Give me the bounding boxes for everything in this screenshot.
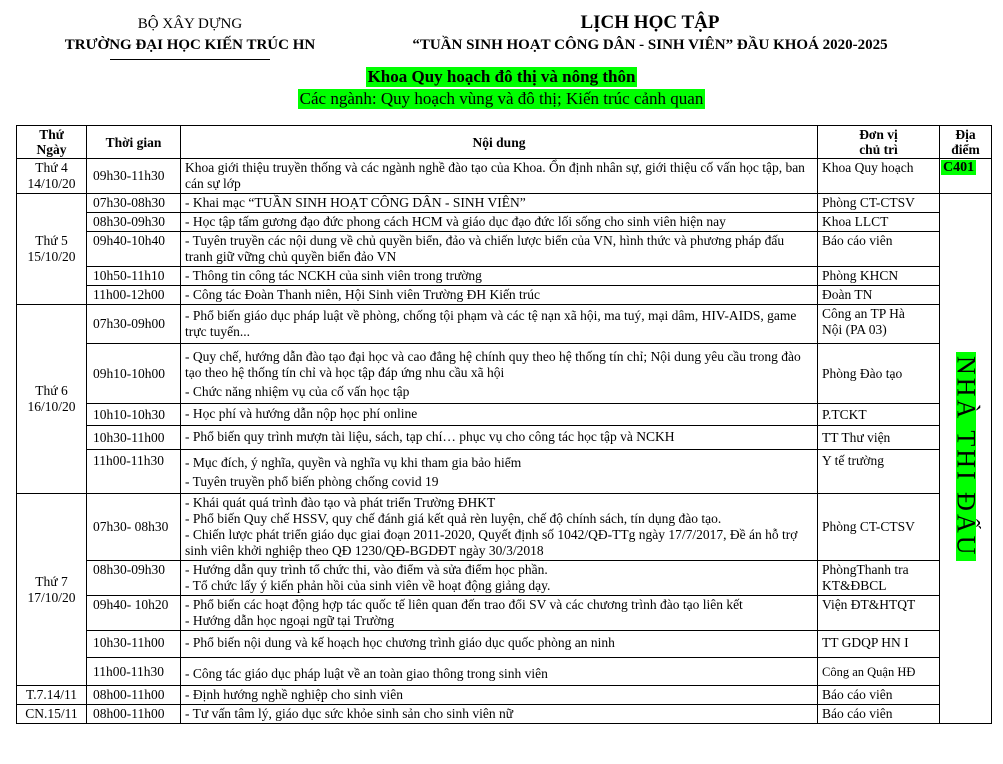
time-cell: 08h30-09h30: [87, 213, 181, 232]
column-header-day: Thứ Ngày: [17, 126, 87, 159]
unit-cell: Công an Quận HĐ: [818, 658, 940, 686]
unit-cell: Phòng Đào tạo: [818, 344, 940, 404]
unit-cell: Khoa Quy hoạch: [818, 159, 940, 194]
table-row: [17, 194, 992, 213]
unit-cell: Đoàn TN: [818, 286, 940, 305]
unit-cell: PhòngThanh tra KT&ĐBCL: [818, 561, 940, 596]
table-row: [17, 658, 992, 686]
time-cell: 10h10-10h30: [87, 404, 181, 426]
table-row: [17, 267, 992, 286]
table-row: [17, 561, 992, 596]
header-left: [40, 14, 340, 60]
unit-cell: Báo cáo viên: [818, 705, 940, 724]
content-cell: - Tuyên truyền các nội dung về chủ quyền biển, đảo và chiến lược biển của VN, hình thức và phương pháp đấu tranh giữ vững chủ quyền biển đảo VN: [181, 232, 818, 267]
table-row: [17, 404, 992, 426]
time-cell: 10h50-11h10: [87, 267, 181, 286]
header-right: [350, 12, 950, 56]
day-cell: CN.15/11: [17, 705, 87, 724]
place-cell: [940, 159, 992, 194]
table-row: [17, 344, 992, 404]
time-cell: 08h30-09h30: [87, 561, 181, 596]
content-cell: - Học tập tấm gương đạo đức phong cách HCM và giáo dục đạo đức lối sống cho sinh viên hiện nay: [181, 213, 818, 232]
time-cell: 10h30-11h00: [87, 426, 181, 450]
content-cell: - Học phí và hướng dẫn nộp học phí online: [181, 404, 818, 426]
unit-cell: Công an TP Hà Nội (PA 03): [818, 305, 940, 344]
time-cell: 09h40-10h40: [87, 232, 181, 267]
unit-cell: Y tế trường: [818, 450, 940, 494]
day-cell: Thứ 4 14/10/20: [17, 159, 87, 194]
time-cell: 09h30-11h30: [87, 159, 181, 194]
content-cell: - Phổ biến quy trình mượn tài liệu, sách, tạp chí… phục vụ cho công tác học tập và NCKH: [181, 426, 818, 450]
content-cell: - Khai mạc “TUẦN SINH HOẠT CÔNG DÂN - SINH VIÊN”: [181, 194, 818, 213]
content-cell: - Công tác Đoàn Thanh niên, Hội Sinh viên Trường ĐH Kiến trúc: [181, 286, 818, 305]
table-row: [17, 450, 992, 494]
column-header-unit: Đơn vị chủ trì: [818, 126, 940, 159]
column-header-content: Nội dung: [181, 126, 818, 159]
page-subtitle: “TUẦN SINH HOẠT CÔNG DÂN - SINH VIÊN” ĐẦU KHOÁ 2020-2025: [412, 37, 888, 53]
header-divider: [110, 59, 270, 60]
content-cell: - Định hướng nghề nghiệp cho sinh viên: [181, 686, 818, 705]
unit-cell: Viện ĐT&HTQT: [818, 596, 940, 631]
content-cell: - Mục đích, ý nghĩa, quyền và nghĩa vụ khi tham gia bảo hiểm - Tuyên truyền phổ biến phòng chống covid 19: [181, 450, 818, 494]
unit-cell: TT GDQP HN I: [818, 631, 940, 658]
table-row: [17, 596, 992, 631]
venue-cell: [940, 194, 992, 724]
unit-cell: P.TCKT: [818, 404, 940, 426]
unit-cell: TT Thư viện: [818, 426, 940, 450]
content-cell: - Phổ biến các hoạt động hợp tác quốc tế liên quan đến trao đổi SV và các chương trình đào tạo liên kết - Hướng dẫn học ngoại ngữ tại Trường: [181, 596, 818, 631]
content-cell: - Phổ biến nội dung và kế hoạch học chương trình giáo dục quốc phòng an ninh: [181, 631, 818, 658]
content-cell: Khoa giới thiệu truyền thống và các ngành nghề đào tạo của Khoa. Ổn định nhân sự, giới thiệu cố vấn học tập, ban cán sự lớp: [181, 159, 818, 194]
table-row: [17, 213, 992, 232]
column-header-time: Thời gian: [87, 126, 181, 159]
university-name: TRƯỜNG ĐẠI HỌC KIẾN TRÚC HN: [64, 37, 316, 53]
content-cell: - Công tác giáo dục pháp luật về an toàn giao thông trong sinh viên: [181, 658, 818, 686]
table-header-row: [17, 126, 992, 159]
column-header-place: Địa điểm: [940, 126, 992, 159]
day-cell: Thứ 7 17/10/20: [17, 494, 87, 686]
time-cell: 07h30-09h00: [87, 305, 181, 344]
unit-cell: Phòng CT-CTSV: [818, 494, 940, 561]
content-cell: - Thông tin công tác NCKH của sinh viên trong trường: [181, 267, 818, 286]
table-row: [17, 232, 992, 267]
day-cell: Thứ 6 16/10/20: [17, 305, 87, 494]
day-cell: T.7.14/11: [17, 686, 87, 705]
unit-cell: Khoa LLCT: [818, 213, 940, 232]
faculty-banner: [0, 67, 1003, 109]
table-row: [17, 305, 992, 344]
time-cell: 07h30- 08h30: [87, 494, 181, 561]
unit-cell: Báo cáo viên: [818, 686, 940, 705]
time-cell: 11h00-12h00: [87, 286, 181, 305]
table-row: [17, 631, 992, 658]
page-title: LỊCH HỌC TẬP: [580, 12, 720, 33]
table-row: [17, 705, 992, 724]
ministry-name: BỘ XÂY DỰNG: [137, 16, 243, 32]
day-cell: Thứ 5 15/10/20: [17, 194, 87, 305]
schedule-table: [16, 125, 992, 724]
time-cell: 08h00-11h00: [87, 686, 181, 705]
unit-cell: Báo cáo viên: [818, 232, 940, 267]
unit-cell: Phòng KHCN: [818, 267, 940, 286]
table-row: [17, 494, 992, 561]
table-row: [17, 159, 992, 194]
venue-label: NHÀ THI ĐẤU: [956, 352, 976, 562]
time-cell: 07h30-08h30: [87, 194, 181, 213]
unit-cell: Phòng CT-CTSV: [818, 194, 940, 213]
table-row: [17, 426, 992, 450]
time-cell: 09h40- 10h20: [87, 596, 181, 631]
content-cell: - Khái quát quá trình đào tạo và phát triển Trường ĐHKT - Phổ biến Quy chế HSSV, quy chế đánh giá kết quả rèn luyện, chế độ chính sách, tín dụng đào tạo. - Chiến lược phát triển giáo dục giai đoạn 2011-2020, Quyết định số 1042/QĐ-TTg ngày 17/7/2017, Đề án hỗ trợ sinh viên khởi nghiệp theo QĐ 1230/QĐ-BGDĐT ngày 30/3/2018: [181, 494, 818, 561]
table-row: [17, 686, 992, 705]
time-cell: 08h00-11h00: [87, 705, 181, 724]
content-cell: - Hướng dẫn quy trình tổ chức thi, vào điểm và sửa điểm học phần. - Tổ chức lấy ý kiến phản hồi của sinh viên về hoạt động giảng dạy.: [181, 561, 818, 596]
content-cell: - Phổ biến giáo dục pháp luật về phòng, chống tội phạm và các tệ nạn xã hội, ma tuý, mại dâm, HIV-AIDS, game trực tuyến...: [181, 305, 818, 344]
time-cell: 10h30-11h00: [87, 631, 181, 658]
time-cell: 11h00-11h30: [87, 658, 181, 686]
table-row: [17, 286, 992, 305]
room-badge: C401: [943, 160, 975, 175]
time-cell: 11h00-11h30: [87, 450, 181, 494]
faculty-majors: Các ngành: Quy hoạch vùng và đô thị; Kiến trúc cảnh quan: [299, 89, 704, 108]
content-cell: - Quy chế, hướng dẫn đào tạo đại học và cao đẳng hệ chính quy theo hệ thống tín chỉ; Nội dung yêu cầu trong đào tạo theo hệ thống tín chỉ và học tập đáp ứng nhu cầu xã hội - Chức năng nhiệm vụ của cố vấn học tập: [181, 344, 818, 404]
content-cell: - Tư vấn tâm lý, giáo dục sức khỏe sinh sản cho sinh viên nữ: [181, 705, 818, 724]
faculty-name: Khoa Quy hoạch đô thị và nông thôn: [367, 67, 636, 86]
time-cell: 09h10-10h00: [87, 344, 181, 404]
